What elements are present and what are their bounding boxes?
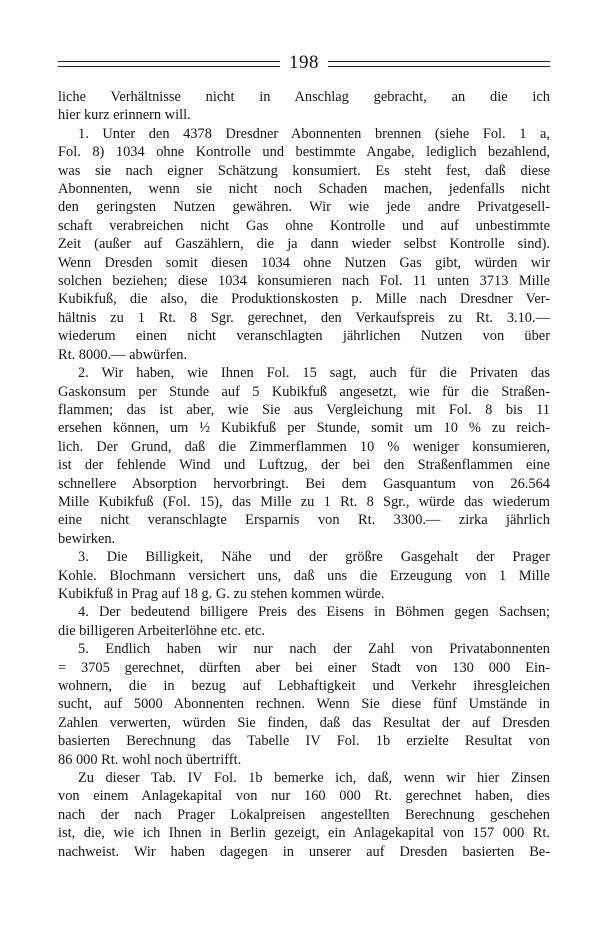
text-line: Zeit (außer auf Gaszählern, die ja dann wieder selbst Kontrolle sind). [58,236,550,253]
header-rule-left [58,61,280,67]
text-line: 1. Unter den 4378 Dresdner Abonnenten brennen (siehe Fol. 1 a, [78,125,550,142]
text-line: 3. Die Billigkeit, Nähe und der größre Gasgehalt der Prager [78,549,550,566]
text-line: 5. Endlich haben wir nur nach der Zahl von Privatabonnenten [78,641,550,658]
page-header [58,52,550,76]
body-text [58,88,550,861]
text-line: Mille Kubikfuß (Fol. 15), das Mille zu 1 Rt. 8 Sgr., würde das wiederum [58,493,550,510]
text-line: 2. Wir haben, wie Ihnen Fol. 15 sagt, auch für die Privaten das [78,365,550,382]
text-line: Rt. 8000.— abwürfen. [58,346,188,363]
text-line: ist, die, wie ich Ihnen in Berlin gezeigt, ein Anlagekapital von 157 000 Rt. [58,825,550,842]
text-line: sucht, auf 5000 Abonnenten rechnen. Wenn Sie diese fünf Umstände in [58,696,550,713]
text-line: lich. Der Grund, daß die Zimmerflammen 10 % weniger konsumieren, [58,438,550,455]
header-rule-right [328,61,550,67]
text-line: Wenn Dresden somit diesen 1034 ohne Nutzen Gas gibt, würden wir [58,254,550,271]
text-line: Zu dieser Tab. IV Fol. 1b bemerke ich, daß, wenn wir hier Zinsen [78,770,550,787]
text-line: 86 000 Rt. wohl noch übertrifft. [58,751,242,768]
text-line: ersehen können, um ½ Kubikfuß per Stunde, somit um 10 % zu reich- [58,420,550,437]
text-line: ist der fehlende Wind und Luftzug, der bei den Straßenflammen eine [58,457,550,474]
text-line: den geringsten Nutzen gewähren. Wir wie jede andre Privatgesell- [58,199,550,216]
text-line: liche Verhältnisse nicht in Anschlag gebracht, an die ich [58,89,550,105]
text-line: solchen beziehen; diese 1034 konsumieren nach Fol. 11 unten 3713 Mille [58,273,550,290]
text-line: Kohle. Blochmann versichert uns, daß uns die Erzeugung von 1 Mille [58,567,550,584]
text-line: die billigeren Arbeiterlöhne etc. etc. [58,622,265,639]
text-line: Kubikfuß, die also, die Produktionskosten p. Mille nach Dresdner Ver- [58,291,550,308]
text-line: hier kurz erinnern will. [58,107,191,124]
text-line: nach der nach Prager Lokalpreisen angestellten Berechnung geschehen [58,806,550,823]
text-line: Kubikfuß in Prag auf 18 g. G. zu stehen kommen würde. [58,585,385,602]
text-line: 4. Der bedeutend billigere Preis des Eisens in Böhmen gegen Sachsen; [78,604,550,621]
text-line: schnellere Absorption hervorbringt. Bei dem Gasquantum von 26.564 [58,475,550,492]
text-line: Fol. 8) 1034 ohne Kontrolle und bestimmte Angabe, lediglich bezahlend, [58,144,550,161]
text-line: nachweist. Wir haben dagegen in unserer auf Dresden basierten Be- [58,843,550,860]
text-line: flammen; das ist aber, wie Sie aus Vergleichung mit Fol. 8 bis 11 [58,401,550,418]
text-line: schaft verabreichen nicht Gas ohne Kontrolle und auf unbestimmte [58,217,550,234]
text-line: hältnis zu 1 Rt. 8 Sgr. gerechnet, den Verkaufspreis zu Rt. 3.10.— [58,309,550,326]
text-line: = 3705 gerechnet, dürften aber bei einer Stadt von 130 000 Ein- [58,659,550,676]
text-line: eine nicht veranschlagte Ersparnis von Rt. 3300.— zirka jährlich [58,512,550,529]
text-line: Gaskonsum per Stunde auf 5 Kubikfuß angesetzt, wie für die Straßen- [58,383,550,400]
page-number: 198 [289,52,319,73]
text-line: was sie nach eigner Schätzung konsumiert. Es steht fest, daß diese [58,162,550,179]
text-line: bewirken. [58,530,116,547]
text-line: Zahlen verwerten, würden Sie finden, daß das Resultat der auf Dresden [58,714,550,731]
text-line: von einem Anlagekapital von nur 160 000 Rt. gerechnet haben, dies [58,788,550,805]
text-line: Abonnenten, wenn sie nicht noch Schaden machen, jedenfalls nicht [58,181,550,198]
text-line: wiederum einen nicht veranschlagten jährlichen Nutzen von über [58,328,550,345]
text-line: basierten Berechnung das Tabelle IV Fol. 1b erzielte Resultat von [58,733,550,750]
text-line: wohnern, die in bezug auf Lebhaftigkeit und Verkehr ihresgleichen [58,678,550,694]
